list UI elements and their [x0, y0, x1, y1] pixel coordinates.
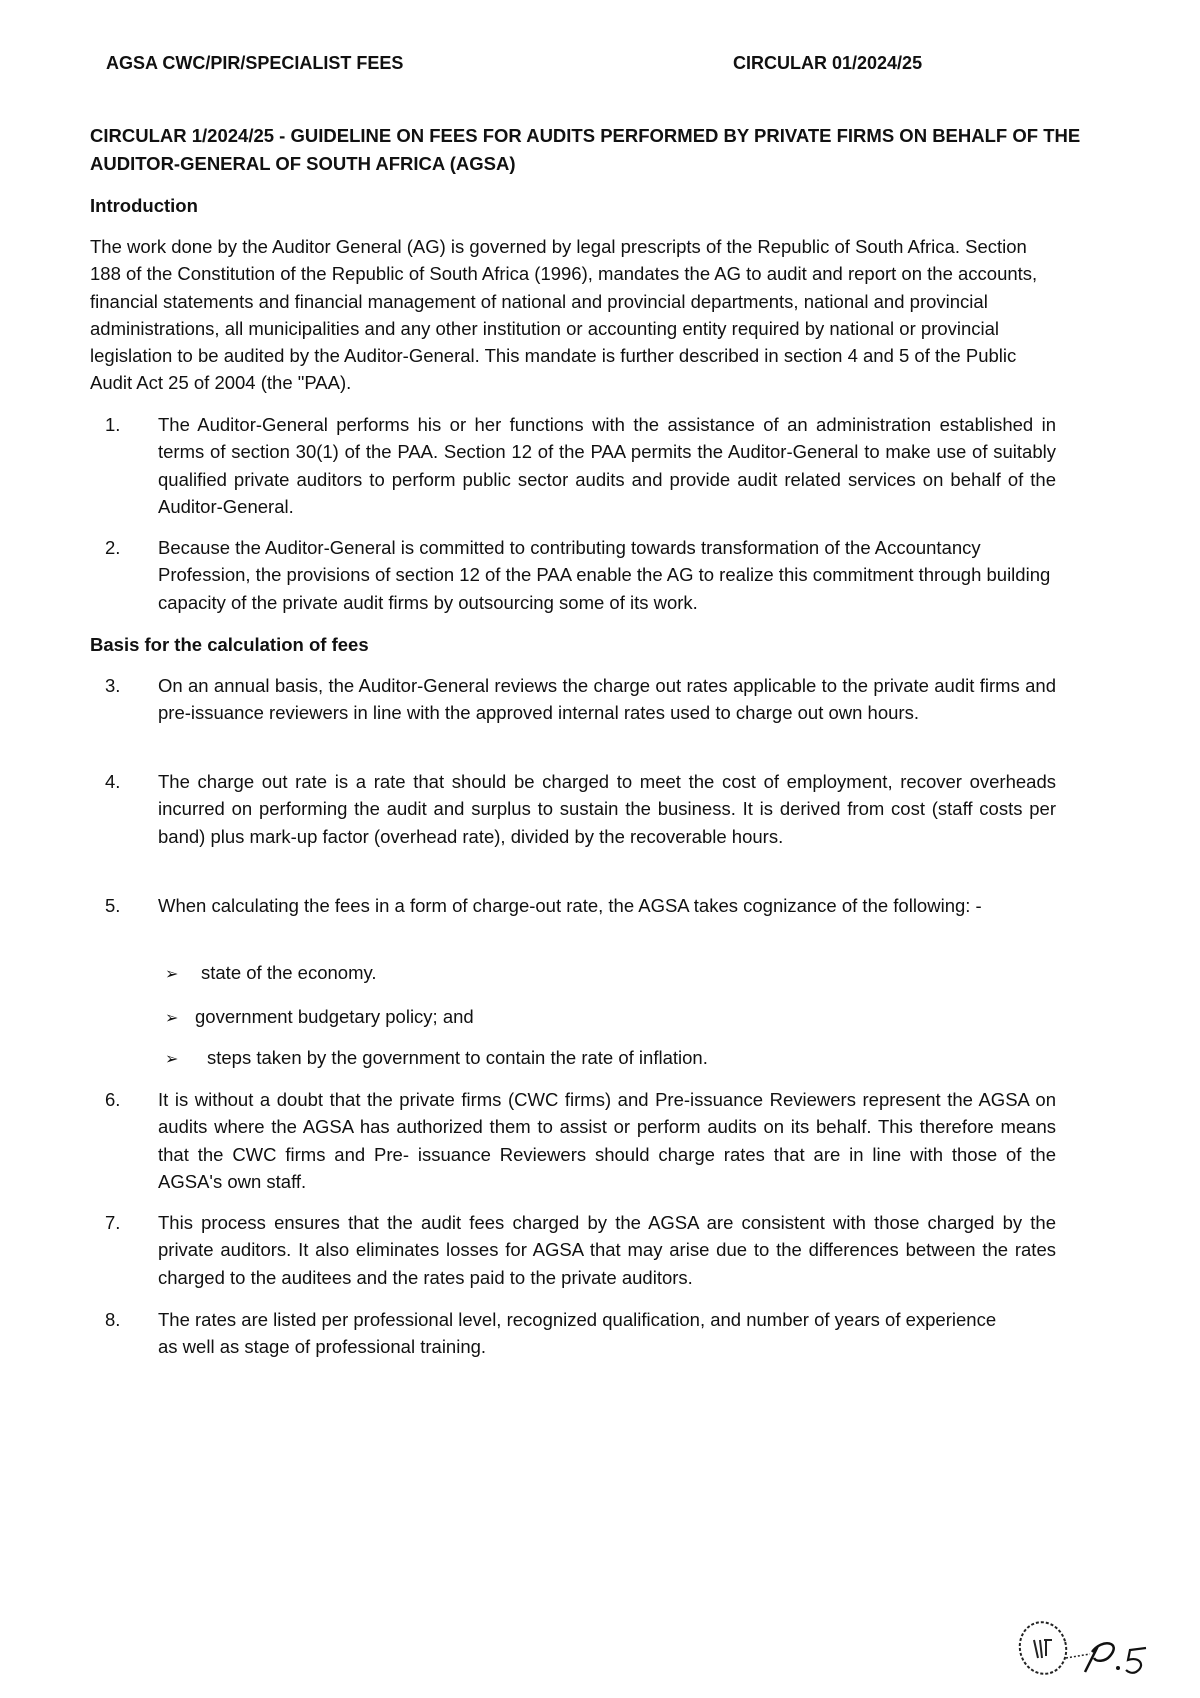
list-item — [90, 1209, 1056, 1291]
bullet-item — [165, 1003, 474, 1032]
bullet-item — [165, 959, 377, 988]
item-number: 5. — [105, 895, 121, 916]
bullet-text: state of the economy. — [201, 962, 377, 983]
item-text: The Auditor-General performs his or her functions with the assistance of an administration established in terms of section 30(1) of the PAA. Section 12 of the PAA permits the Auditor-General to make use of suitably qualified private auditors to perform public sector audits and provide audit related services on behalf of the Auditor-General. — [158, 414, 1056, 517]
header-left: AGSA CWC/PIR/SPECIALIST FEES — [106, 53, 404, 73]
list-item — [90, 892, 990, 919]
item-number: 4. — [105, 771, 121, 792]
item-number: 3. — [105, 675, 121, 696]
item-text: On an annual basis, the Auditor-General reviews the charge out rates applicable to the private audit firms and pre-issuance reviewers in line with the approved internal rates used to charge out own hours. — [158, 675, 1056, 724]
arrow-bullet-icon: ➢ — [165, 1051, 179, 1068]
list-item — [90, 534, 1056, 616]
list-item — [90, 411, 1056, 520]
list-item — [90, 768, 1056, 850]
item-text: The rates are listed per professional level, recognized qualification, and number of years of experience as well as stage of professional training. — [158, 1309, 997, 1358]
item-number: 6. — [105, 1089, 121, 1110]
document-title: CIRCULAR 1/2024/25 - GUIDELINE ON FEES FOR AUDITS PERFORMED BY PRIVATE FIRMS ON BEHALF OF THE AUDITOR-GENERAL OF SOUTH AFRICA (AGSA) — [90, 125, 1081, 174]
item-text: When calculating the fees in a form of charge-out rate, the AGSA takes cognizance of the following: - — [158, 895, 982, 916]
arrow-bullet-icon: ➢ — [165, 966, 179, 983]
item-text: This process ensures that the audit fees charged by the AGSA are consistent with those charged by the private auditors. It also eliminates losses for AGSA that may arise due to the differences between the rates charged to the auditees and the rates paid to the private auditors. — [158, 1212, 1056, 1288]
item-number: 8. — [105, 1309, 121, 1330]
list-item — [90, 1306, 1010, 1361]
list-item — [90, 1086, 1056, 1195]
header-right: CIRCULAR 01/2024/25 — [733, 53, 923, 73]
item-number: 2. — [105, 537, 121, 558]
introduction-heading: Introduction — [90, 195, 198, 216]
item-text: Because the Auditor-General is committed to contributing towards transformation of the Accountancy Profession, the provisions of section 12 of the PAA enable the AG to realize this commitment through building capacity of the private audit firms by outsourcing some of its work. — [158, 537, 1051, 613]
bullet-text: government budgetary policy; and — [195, 1006, 474, 1027]
list-item — [90, 672, 1056, 727]
item-number: 1. — [105, 414, 121, 435]
item-text: The charge out rate is a rate that should be charged to meet the cost of employment, recover overheads incurred on performing the audit and surplus to sustain the business. It is derived from cost (staff costs per band) plus mark-up factor (overhead rate), divided by the recoverable hours. — [158, 771, 1056, 847]
bullet-item — [165, 1044, 708, 1073]
introduction-paragraph: The work done by the Auditor General (AG) is governed by legal prescripts of the Republic of South Africa. Section 188 of the Constitution of the Republic of South Africa (1996), mandates the AG to audit and report on the accounts, financial statements and financial management of national and provincial departments, national and provincial administrations, all municipalities and any other institution or accounting entity required by national or provincial legislation to be audited by the Auditor-General. This mandate is further described in section 4 and 5 of the Public Audit Act 25 of 2004 (the "PAA). — [90, 236, 1038, 394]
bullet-text: steps taken by the government to contain the rate of inflation. — [207, 1047, 708, 1068]
handwritten-initials-signature — [1010, 1610, 1160, 1687]
arrow-bullet-icon: ➢ — [165, 1010, 179, 1027]
basis-heading: Basis for the calculation of fees — [90, 634, 369, 655]
item-text: It is without a doubt that the private firms (CWC firms) and Pre-issuance Reviewers represent the AGSA on audits where the AGSA has authorized them to assist or perform audits on its behalf. This therefore means that the CWC firms and Pre- issuance Reviewers should charge rates that are in line with those of the AGSA's own staff. — [158, 1089, 1056, 1192]
item-number: 7. — [105, 1212, 121, 1233]
